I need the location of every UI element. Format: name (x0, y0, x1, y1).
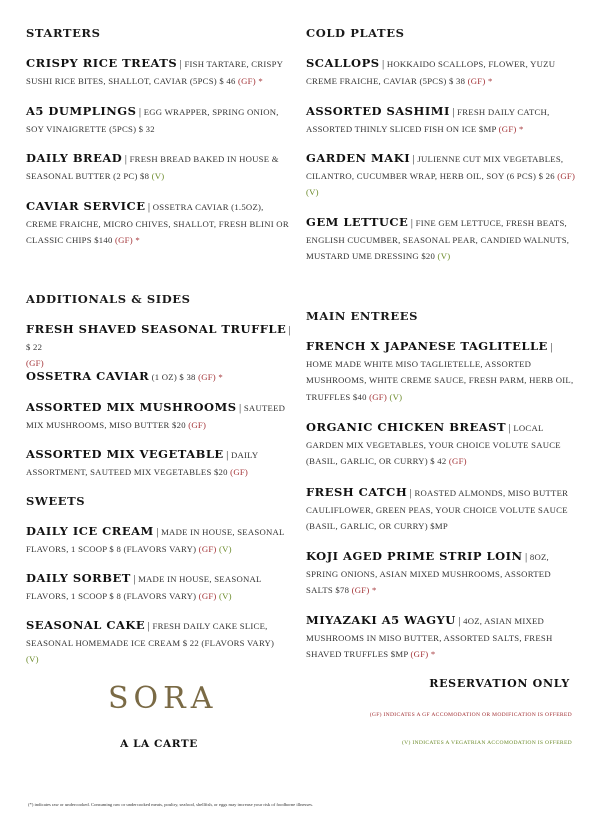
item-description: ROASTED ALMONDS, MISO BUTTER CAULIFLOWER, GREEN PEAS, YOUR CHOICE VOLUTE SAUCE (BASIL, GARLIC, OR CURRY) $MP (306, 488, 569, 531)
gf-tag: (GF) (448, 456, 467, 466)
item-description: FINE GEM LETTUCE, FRESH BEATS, ENGLISH CUCUMBER, SEASONAL PEAR, CANDIED WALNUTS, MUSTARD UME DRESSING $20 (306, 218, 570, 261)
v-tag: (V) (26, 654, 39, 664)
sora-logo: SORA (108, 681, 218, 716)
item-name: A5 DUMPLINGS (26, 104, 137, 118)
gf-tag: (GF) (188, 419, 207, 430)
item-separator: | (226, 449, 229, 461)
additionals-heading: ADDITIONALS & SIDES (26, 292, 191, 306)
gf-tag: (GF) (369, 391, 388, 402)
raw-star: * (518, 123, 524, 134)
menu-item (26, 523, 296, 557)
item-name: CRISPY RICE TREATS (26, 56, 178, 70)
item-description: FRESH DAILY CATCH, ASSORTED THINLY SLICED FISH ON ICE $MP (306, 107, 550, 134)
raw-star: * (218, 372, 223, 382)
menu-item (26, 446, 296, 480)
item-description: 4OZ, ASIAN MIXED MUSHROOMS IN MISO BUTTER, ASSORTED SALTS, FRESH SHAVED TRUFFLES $MP (306, 616, 553, 659)
item-name: ASSORTED MIX MUSHROOMS (26, 400, 237, 414)
gf-tag: (GF) (198, 372, 216, 382)
menu-item (306, 150, 576, 201)
item-name: FRESH SHAVED SEASONAL TRUFFLE (26, 322, 287, 336)
gf-tag: (GF) (557, 170, 576, 181)
item-description: HOKKAIDO SCALLOPS, FLOWER, YUZU CREME FRAICHE, CAVIAR (5PCS) $ 38 (306, 59, 556, 86)
v-tag: (V) (437, 251, 451, 261)
item-description: MADE IN HOUSE, SEASONAL FLAVORS, 1 SCOOP $ 8 (FLAVORS VARY) (26, 527, 285, 554)
item-separator: | (156, 526, 159, 538)
item-separator: | (238, 402, 242, 414)
item-separator: | (133, 573, 136, 585)
menu-item (26, 399, 296, 433)
item-name: GARDEN MAKI (306, 151, 411, 165)
menu-item (306, 214, 576, 265)
menu-item (26, 150, 296, 184)
item-description: 8OZ, SPRING ONIONS, ASIAN MIXED MUSHROOMS, ASSORTED SALTS $78 (306, 552, 551, 595)
raw-star: * (135, 235, 140, 245)
menu-item (306, 55, 576, 89)
item-name: DAILY BREAD (26, 151, 123, 165)
menu-item (306, 612, 576, 663)
item-separator: | (458, 615, 461, 627)
item-description: (1 OZ) $ 38 (151, 372, 196, 382)
raw-star: * (258, 75, 263, 86)
menu-item (26, 321, 296, 372)
item-description: $ 22 (26, 341, 43, 352)
menu-item (306, 484, 576, 535)
item-name: GEM LETTUCE (306, 215, 409, 229)
item-name: SCALLOPS (306, 56, 380, 70)
menu-item (306, 548, 576, 599)
gf-tag: (GF) (198, 543, 217, 554)
raw-star: * (430, 649, 436, 659)
item-name: DAILY SORBET (26, 571, 131, 585)
item-name: MIYAZAKI A5 WAGYU (306, 613, 456, 627)
v-tag: (V) (306, 187, 319, 197)
item-separator: | (524, 551, 528, 563)
item-name: KOJI AGED PRIME STRIP LOIN (306, 549, 523, 563)
menu-subtitle: A LA CARTE (120, 738, 198, 750)
item-name: OSSETRA CAVIAR (26, 369, 150, 383)
gf-tag: (GF) (115, 235, 133, 245)
raw-star: * (487, 75, 493, 86)
item-description: HOME MADE WHITE MISO TAGLIETELLE, ASSORTED MUSHROOMS, WHITE CREME SAUCE, FRESH PARM, HERB OIL, TRUFFLES $40 (306, 358, 574, 402)
item-name: ORGANIC CHICKEN BREAST (306, 420, 507, 434)
item-separator: | (412, 153, 415, 165)
item-description: FRESH BREAD BAKED IN HOUSE & SEASONAL BUTTER (2 PC) $8 (26, 154, 279, 181)
gf-tag: (GF) (410, 649, 429, 659)
item-name: ASSORTED MIX VEGETABLE (26, 447, 224, 461)
gf-tag: (GF) (351, 585, 370, 595)
item-description: EGG WRAPPER, SPRING ONION, SOY VINAIGRETTE (5PCS) $ 32 (26, 107, 279, 134)
item-separator: | (508, 422, 511, 434)
menu-item (26, 570, 296, 604)
menu-item (26, 198, 296, 249)
cold-plates-heading: COLD PLATES (306, 26, 405, 40)
v-tag: (V) (219, 543, 232, 554)
item-separator: | (550, 341, 553, 353)
item-description: DAILY ASSORTMENT, SAUTEED MIX VEGETABLES $20 (26, 450, 259, 477)
menu-item (306, 338, 576, 405)
gf-legend: (GF) INDICATES A GF ACCOMODATION OR MODIFICATION IS OFFERED (369, 712, 572, 718)
v-tag: (V) (219, 590, 232, 601)
menu-item (26, 617, 296, 668)
item-description: LOCAL GARDEN MIX VEGETABLES, YOUR CHOICE VOLUTE SAUCE (BASIL, GARLIC, OR CURRY) $ 42 (306, 423, 561, 466)
item-separator: | (452, 106, 455, 118)
gf-tag: (GF) (237, 75, 256, 86)
raw-star: * (371, 585, 377, 595)
item-name: CAVIAR SERVICE (26, 199, 146, 213)
item-separator: | (410, 217, 414, 229)
v-tag: (V) (389, 391, 403, 402)
gf-tag: (GF) (230, 466, 249, 477)
menu-item (306, 419, 576, 470)
item-description: FRESH DAILY CAKE SLICE, SEASONAL HOMEMADE ICE CREAM $ 22 (FLAVORS VARY) (26, 621, 275, 648)
menu-item (26, 103, 296, 137)
item-name: DAILY ICE CREAM (26, 524, 154, 538)
item-separator: | (147, 201, 151, 213)
item-separator: | (147, 620, 151, 632)
sweets-heading: SWEETS (26, 494, 86, 508)
gf-tag: (GF) (498, 123, 517, 134)
gf-tag: (GF) (26, 358, 44, 368)
menu-item (26, 368, 296, 386)
raw-food-disclaimer: (*) indicates raw or undercooked. Consuming raw or undercooked meats, poultry, seafood, shellfish, or eggs may increase your risk of foodborne illnesses. (28, 802, 314, 807)
item-separator: | (179, 58, 183, 70)
item-separator: | (288, 324, 292, 336)
menu-item (306, 103, 576, 137)
item-description: OSSETRA CAVIAR (1.5OZ), CREME FRAICHE, MICRO CHIVES, SHALLOT, FRESH BLINI OR CLASSIC CHIPS $140 (26, 202, 289, 245)
item-separator: | (381, 58, 385, 70)
item-name: FRENCH X JAPANESE TAGLITELLE (306, 339, 548, 353)
v-tag: (V) (151, 170, 165, 181)
item-name: ASSORTED SASHIMI (306, 104, 450, 118)
menu-item (26, 55, 296, 89)
gf-tag: (GF) (467, 75, 486, 86)
item-separator: | (124, 153, 128, 165)
item-description: JULIENNE CUT MIX VEGETABLES, CILANTRO, CUCUMBER WRAP, HERB OIL, SOY (6 PCS) $ 26 (306, 154, 564, 181)
item-separator: | (409, 487, 413, 499)
gf-tag: (GF) (198, 590, 217, 601)
item-name: SEASONAL CAKE (26, 618, 146, 632)
starters-heading: STARTERS (26, 26, 101, 40)
reservation-note: RESERVATION ONLY (429, 677, 570, 690)
item-description: FISH TARTARE, CRISPY SUSHI RICE BITES, SHALLOT, CAVIAR (5PCS) $ 46 (26, 59, 283, 86)
v-legend: (V) INDICATES A VEGATRIAN ACCOMODATION IS OFFERED (402, 740, 572, 746)
main-entrees-heading: MAIN ENTREES (306, 309, 418, 323)
item-name: FRESH CATCH (306, 485, 408, 499)
item-description: SAUTEED MIX MUSHROOMS, MISO BUTTER $20 (26, 403, 286, 430)
item-description: MADE IN HOUSE, SEASONAL FLAVORS, 1 SCOOP $ 8 (FLAVORS VARY) (26, 574, 262, 601)
item-separator: | (138, 106, 142, 118)
